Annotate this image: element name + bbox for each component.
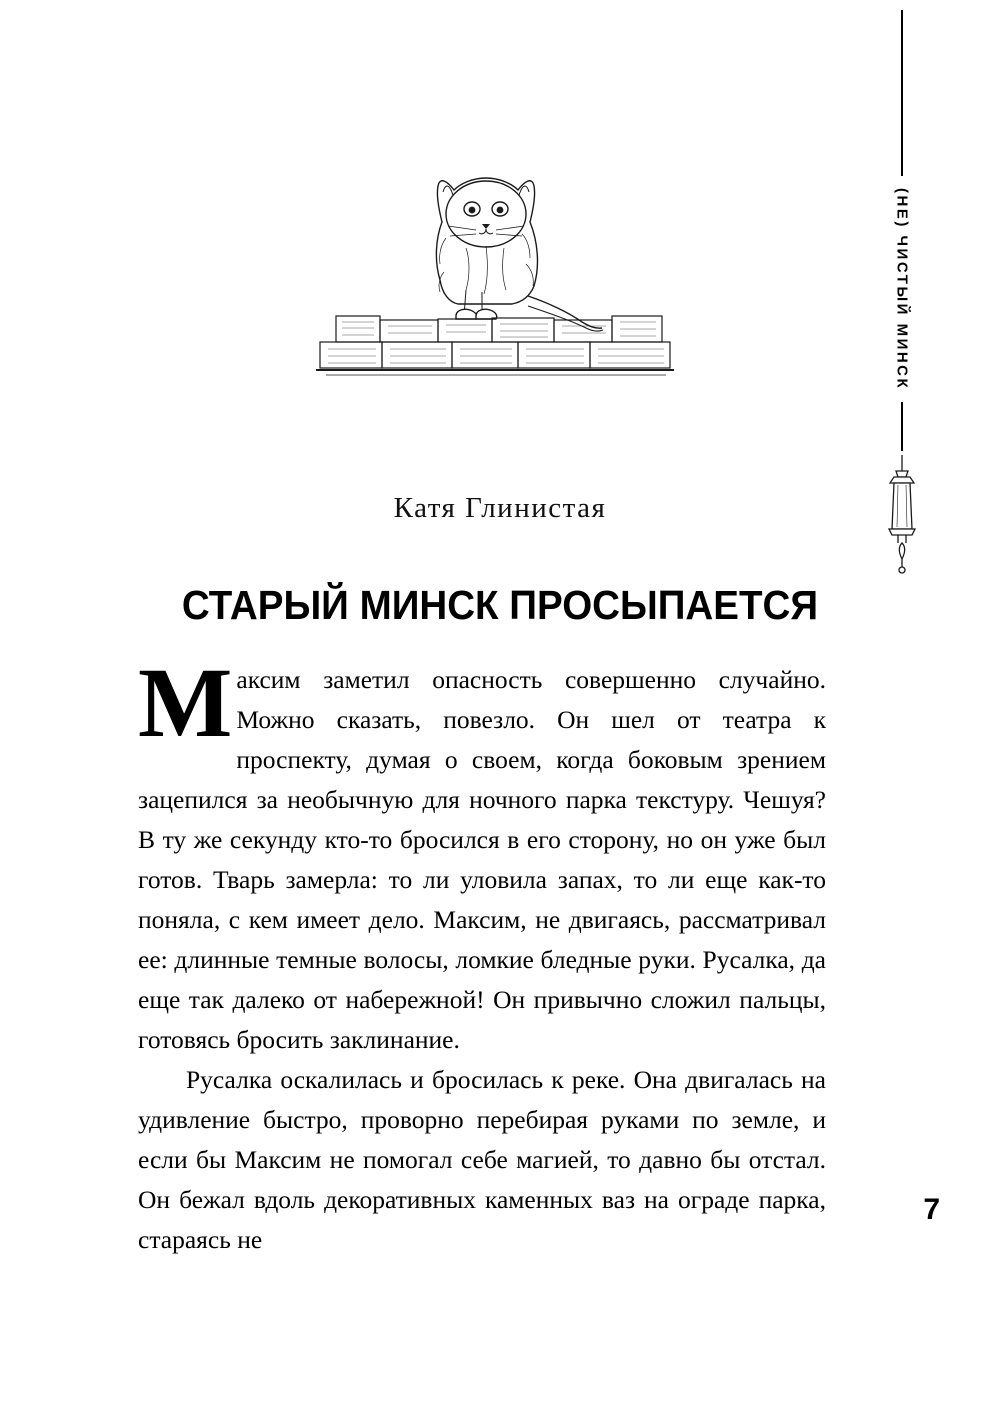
author-name: Катя Глинистая <box>393 492 607 524</box>
paragraph-1-text: аксим заметил опасность совершенно случайно. Можно сказать, повезло. Он шел от театра к проспекту, думая о своем, когда боковым зрением зацепился за необычную для ночного парка текстуру. Чешуя? В ту же секунду кто-то бросился в его сторону, но он уже был готов. Тварь замерла: то ли уловила запах, то ли еще как-то поняла, с кем имеет дело. Максим, не двигаясь, рассматривал ее: длинные темные волосы, ломкие бледные руки. Русалка, да еще так далеко от набережной! Он привычно сложил пальцы, готовясь бросить заклинание. <box>138 665 826 1054</box>
running-head-text: (НЕ) ЧИСТЫЙ МИНСК <box>893 187 911 391</box>
paragraph-1 <box>138 647 826 1060</box>
cat-on-stone-wall-illustration <box>290 130 710 380</box>
body-text <box>138 647 826 1260</box>
drop-cap: М <box>138 647 233 758</box>
paragraph-2: Русалка оскалилась и бросилась к реке. Она двигалась на удивление быстро, проворно перебирая руками по земле, и если бы Максим не помогал себе магией, то давно бы отстал. Он бежал вдоль декоративных каменных ваз на ограде парка, стараясь не <box>138 1065 826 1254</box>
rail-line-top <box>901 10 903 176</box>
rail-line-bottom <box>901 402 903 451</box>
page-number: 7 <box>923 1193 940 1226</box>
chapter-title: СТАРЫЙ МИНСК ПРОСЫПАЕТСЯ <box>181 582 819 629</box>
